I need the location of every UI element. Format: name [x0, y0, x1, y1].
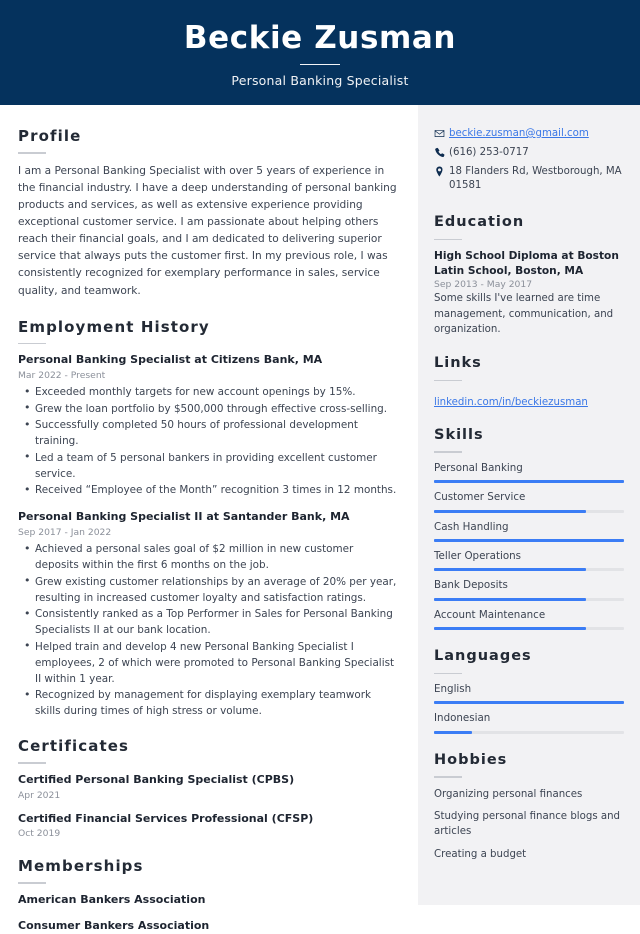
- section-rule: [18, 762, 46, 764]
- section-title-profile: Profile: [18, 127, 82, 145]
- employment-title: Personal Banking Specialist at Citizens Bank, MA: [18, 353, 323, 367]
- section-rule: [434, 673, 462, 675]
- contact-email-text: [449, 127, 624, 142]
- skill-bar-fill: [434, 627, 586, 630]
- email-link[interactable]: beckie.zusman@gmail.com: [449, 128, 589, 139]
- language-item: [434, 683, 624, 704]
- resume-header: [0, 0, 640, 105]
- skill-bar-track: [434, 568, 624, 571]
- language-bar-fill: [434, 731, 472, 734]
- contact-phone-text: (616) 253-0717: [449, 146, 529, 158]
- section-hobbies: [434, 752, 624, 862]
- section-title-skills: Skills: [434, 427, 484, 444]
- employment-entry: [18, 353, 398, 498]
- skill-bar-fill: [434, 510, 586, 513]
- hobby-item: Studying personal finance blogs and articles: [434, 810, 621, 838]
- section-languages: [434, 648, 624, 734]
- location-pin-icon: [434, 165, 449, 177]
- phone-icon: [434, 146, 449, 158]
- certificate-date: Apr 2021: [18, 789, 61, 801]
- contact-details: [434, 127, 624, 194]
- language-bar-track: [434, 701, 624, 704]
- certificate-date: Oct 2019: [18, 828, 61, 840]
- membership-entry: [18, 893, 398, 908]
- section-title-languages: Languages: [434, 648, 532, 665]
- skill-bar-track: [434, 627, 624, 630]
- section-education: [434, 214, 624, 337]
- bullet-item: • Successfully completed 50 hours of professional development training.: [18, 417, 398, 449]
- skill-bar-track: [434, 480, 624, 483]
- skill-item: [434, 550, 624, 571]
- language-bar-fill: [434, 701, 624, 704]
- skill-bar-fill: [434, 480, 624, 483]
- contact-address-row: [434, 165, 624, 195]
- section-links: [434, 355, 624, 409]
- skill-item: [434, 609, 624, 630]
- skill-bar-fill: [434, 568, 586, 571]
- candidate-name: Beckie Zusman: [183, 19, 457, 56]
- education-description: Some skills I've learned are time management, communication, and organization.: [434, 293, 614, 335]
- section-rule: [18, 152, 46, 154]
- skill-item: [434, 579, 624, 600]
- bullet-item: • Recognized by management for displaying exemplary teamwork skills during times of high stress or volume.: [18, 687, 398, 719]
- section-title-links: Links: [434, 355, 482, 372]
- employment-entry: [18, 510, 398, 719]
- section-rule: [434, 451, 462, 453]
- skill-item: [434, 521, 624, 542]
- bullet-item: • Led a team of 5 personal bankers in providing excellent customer service.: [18, 450, 398, 482]
- candidate-job-title: Personal Banking Specialist: [231, 73, 409, 89]
- bullet-item: • Helped train and develop 4 new Personal Banking Specialist I employees, 2 of which were promoted to Personal Banking Specialist II within 1 year.: [18, 639, 398, 687]
- language-label: English: [434, 683, 472, 696]
- language-bar-track: [434, 731, 624, 734]
- contact-phone-row: [434, 146, 624, 161]
- employment-date: Mar 2022 - Present: [18, 370, 106, 382]
- skill-bar-track: [434, 539, 624, 542]
- bullet-item: • Received “Employee of the Month” recognition 3 times in 12 months.: [18, 482, 398, 498]
- sidebar-column: [418, 105, 640, 905]
- envelope-icon: [434, 127, 449, 139]
- skill-bar-track: [434, 598, 624, 601]
- section-rule: [434, 239, 462, 241]
- skill-bar-fill: [434, 539, 624, 542]
- hobby-item: Creating a budget: [434, 848, 527, 860]
- section-rule: [434, 776, 462, 778]
- certificate-title: Certified Personal Banking Specialist (CPBS): [18, 772, 295, 786]
- skill-label: Customer Service: [434, 491, 526, 504]
- skill-label: Cash Handling: [434, 520, 509, 533]
- header-divider: [300, 64, 340, 66]
- skill-label: Teller Operations: [434, 550, 522, 563]
- contact-email-row: [434, 127, 624, 142]
- section-title-certificates: Certificates: [18, 737, 130, 756]
- hobby-item: Organizing personal finances: [434, 788, 583, 800]
- bullet-item: • Grew existing customer relationships by an average of 20% per year, resulting in increased customer loyalty and satisfaction ratings.: [18, 574, 398, 606]
- main-column: [0, 105, 418, 932]
- skill-bar-track: [434, 510, 624, 513]
- skill-bar-fill: [434, 598, 586, 601]
- section-employment-history: [18, 318, 398, 719]
- section-memberships: [18, 857, 398, 933]
- language-item: [434, 712, 624, 733]
- certificate-entry: [18, 773, 398, 801]
- employment-bullets: [18, 384, 398, 498]
- section-title-memberships: Memberships: [18, 857, 144, 876]
- employment-title: Personal Banking Specialist II at Santander Bank, MA: [18, 510, 350, 524]
- employment-date: Sep 2017 - Jan 2022: [18, 527, 112, 539]
- language-label: Indonesian: [434, 712, 491, 725]
- bullet-item: • Consistently ranked as a Top Performer in Sales for Personal Banking Specialists II at our bank location.: [18, 606, 398, 638]
- skill-item: [434, 462, 624, 483]
- certificate-title: Certified Financial Services Professional (CFSP): [18, 811, 314, 825]
- bullet-item: • Achieved a personal sales goal of $2 million in new customer deposits within the first 6 months on the job.: [18, 541, 398, 573]
- bullet-item: • Exceeded monthly targets for new account openings by 15%.: [18, 384, 398, 400]
- linkedin-link[interactable]: linkedin.com/in/beckiezusman: [434, 397, 588, 409]
- profile-text: I am a Personal Banking Specialist with over 5 years of experience in the financial industry. I have a deep understanding of personal banking products and services, as well as extensive experience providing exceptional customer service. I am passionate about helping others reach their financial goals, and I am dedicated to delivering superior service that always puts the customer first. In my previous role, I was consistently recognized for exemplary performance in sales, service quality, and teamwork.: [18, 164, 397, 297]
- resume-body: [0, 105, 640, 932]
- contact-address-text: 18 Flanders Rd, Westborough, MA 01581: [449, 165, 622, 192]
- skill-item: [434, 491, 624, 512]
- education-date: Sep 2013 - May 2017: [434, 279, 533, 291]
- section-certificates: [18, 737, 398, 839]
- section-rule: [18, 343, 46, 345]
- employment-bullets: [18, 541, 398, 719]
- section-rule: [18, 882, 46, 884]
- education-school: High School Diploma at Boston Latin School, Boston, MA: [434, 250, 619, 277]
- skill-label: Personal Banking: [434, 461, 523, 474]
- section-title-employment: Employment History: [18, 317, 210, 336]
- section-profile: [18, 127, 398, 300]
- section-title-hobbies: Hobbies: [434, 751, 508, 768]
- section-skills: [434, 427, 624, 630]
- section-title-education: Education: [434, 214, 525, 231]
- membership-entry: [18, 919, 398, 934]
- section-rule: [434, 380, 462, 382]
- skill-label: Bank Deposits: [434, 579, 508, 592]
- membership-title: Consumer Bankers Association: [18, 918, 210, 932]
- membership-title: American Bankers Association: [18, 892, 206, 906]
- skill-label: Account Maintenance: [434, 608, 546, 621]
- bullet-item: • Grew the loan portfolio by $500,000 through effective cross-selling.: [18, 401, 398, 417]
- certificate-entry: [18, 812, 398, 840]
